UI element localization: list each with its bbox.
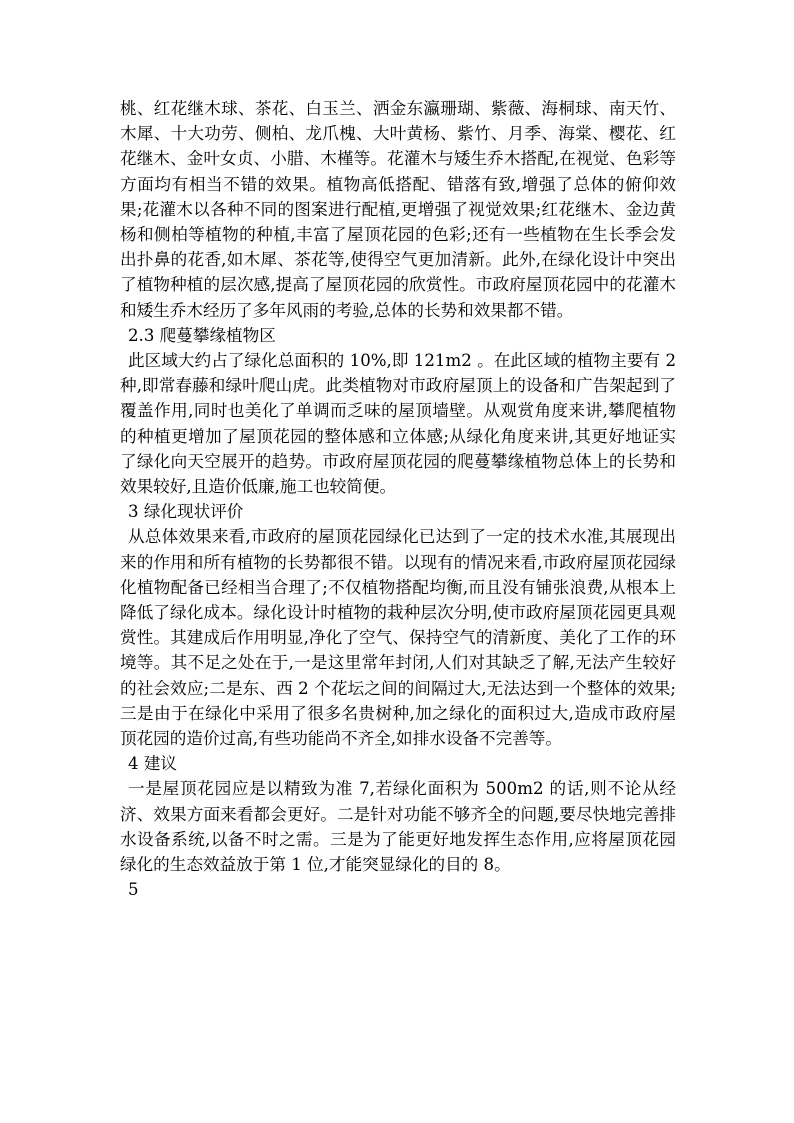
document-body [120,96,676,903]
section-heading-2-3: 2.3 爬蔓攀缘植物区 [128,325,276,345]
section-heading-4: 4 建议 [128,754,178,774]
section-heading-3: 3 绿化现状评价 [128,502,244,522]
paragraph-continued: 桃、红花继木球、茶花、白玉兰、洒金东瀛珊瑚、紫薇、海桐球、南天竹、木犀、十大功劳、侧柏、龙爪槐、大叶黄杨、紫竹、月季、海棠、樱花、红花继木、金叶女贞、小腊、木槿等。花灌木与矮生乔木搭配,在视觉、色彩等方面均有相当不错的效果。植物高低搭配、错落有致,增强了总体的俯仰效果;花灌木以各种不同的图案进行配植,更增强了视觉效果;红花继木、金边黄杨和侧柏等植物的种植,丰富了屋顶花园的色彩;还有一些植物在生长季会发出扑鼻的花香,如木犀、茶花等,使得空气更加清新。此外,在绿化设计中突出了植物种植的层次感,提高了屋顶花园的欣赏性。市政府屋顶花园中的花灌木和矮生乔木经历了多年风雨的考验,总体的长势和效果都不错。 [120,99,676,320]
page-number: 5 [128,880,139,900]
paragraph-4: 一是屋顶花园应是以精致为准 7,若绿化面积为 500m2 的话,则不论从经济、效果方面来看都会更好。二是针对功能不够齐全的问题,要尽快地完善排水设备系统,以备不时之需。三是为了能更好地发挥生态作用,应将屋顶花园绿化的生态效益放于第 1 位,才能突显绿化的目的 8。 [120,779,676,875]
paragraph-3: 从总体效果来看,市政府的屋顶花园绿化已达到了一定的技术水准,其展现出来的作用和所有植物的长势都很不错。以现有的情况来看,市政府屋顶花园绿化植物配备已经相当合理了;不仅植物搭配均衡,而且没有铺张浪费,从根本上降低了绿化成本。绿化设计时植物的栽种层次分明,使市政府屋顶花园更具观赏性。其建成后作用明显,净化了空气、保持空气的清新度、美化了工作的环境等。其不足之处在于,一是这里常年封闭,人们对其缺乏了解,无法产生较好的社会效应;二是东、西 2 个花坛之间的间隔过大,无法达到一个整体的效果;三是由于在绿化中采用了很多名贵树种,加之绿化的面积过大,造成市政府屋顶花园的造价过高,有些功能尚不齐全,如排水设备不完善等。 [120,527,676,749]
paragraph-2-3: 此区域大约占了绿化总面积的 10%,即 121m2 。在此区域的植物主要有 2 种,即常春藤和绿叶爬山虎。此类植物对市政府屋顶上的设备和广告架起到了覆盖作用,同时也美化了单调而乏味的屋顶墙壁。从观赏角度来讲,攀爬植物的种植更增加了屋顶花园的整体感和立体感;从绿化角度来讲,其更好地证实了绿化向天空展开的趋势。市政府屋顶花园的爬蔓攀缘植物总体上的长势和效果较好,且造价低廉,施工也较简便。 [120,351,676,497]
